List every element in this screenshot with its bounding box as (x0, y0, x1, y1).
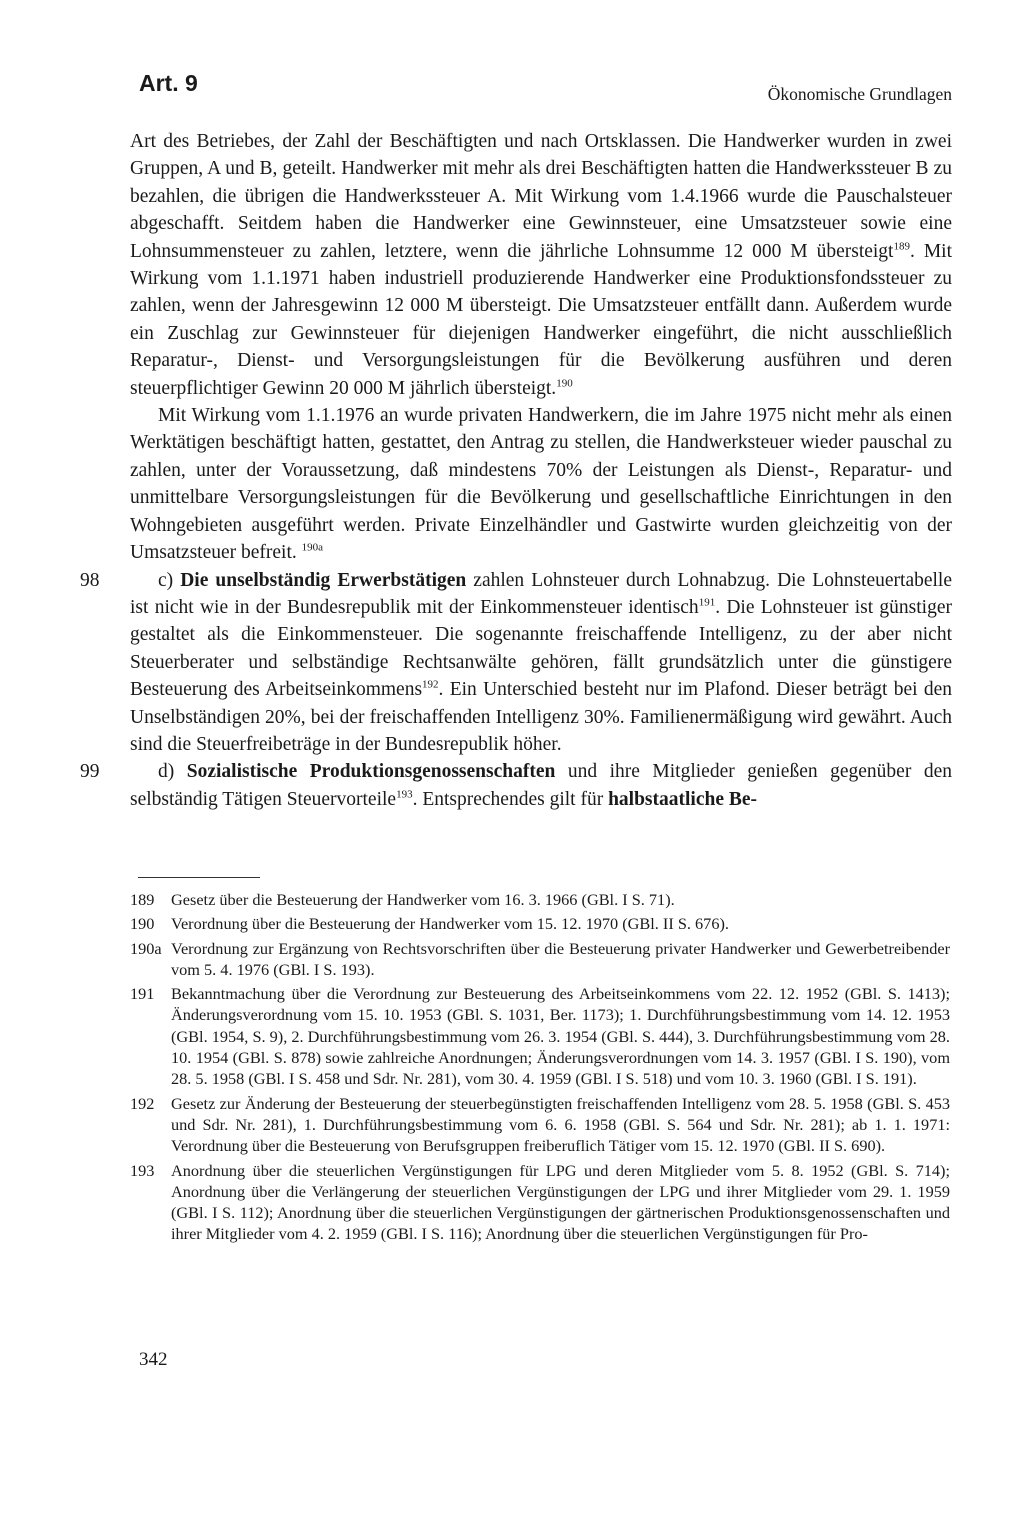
footnote-ref: 191 (698, 596, 716, 609)
bold-term: Die unselbständig Erwerbstätigen (180, 569, 467, 591)
main-text (80, 128, 953, 813)
footnote-190 (130, 913, 950, 934)
footnote-ref: 189 (893, 240, 910, 253)
footnote-number: 189 (130, 890, 155, 909)
paragraph-text: und ihre Mitglieder genießen gegenüber den selbständig Tätigen Steuervorteile (130, 761, 952, 810)
footnote-number: 191 (130, 984, 155, 1004)
paragraph-text: . Entsprechendes gilt für (412, 788, 609, 810)
paragraph-text: Art des Betriebes, der Zahl der Beschäftigten und nach Ortsklassen. Die Handwerker wurden in zwei Gruppen, A und B, geteilt. Handwerker mit mehr als drei Beschäftigten hatten die Handwerkssteuer B zu bezahlen, die übrigen die Handwerkssteuer A. Mit Wirkung vom 1.4.1966 wurde die Pauschalsteuer abgeschafft. Seitdem haben die Handwerker eine Gewinnsteuer, eine Umsatzsteuer sowie eine Lohnsummensteuer zu zahlen, letztere, wenn die jährliche Lohnsumme 12 000 M übersteigt (130, 131, 952, 262)
footnote-ref: 193 (396, 788, 413, 801)
footnote-ref: 190 (556, 377, 573, 390)
footnote-191 (130, 983, 950, 1089)
paragraph-text: . Mit Wirkung vom 1.1.1971 haben industriell produzierende Handwerker eine Produktionsfondssteuer zu zahlen, wenn der Jahresgewinn 12 000 M übersteigt. Die Umsatzsteuer entfällt dann. Außerdem wurde ein Zuschlag zur Gewinnsteuer für diejenigen Handwerker eingeführt, die nicht ausschließlich Reparatur-, Dienst- und Versorgungsleistungen für die Bevölkerung ausführen und deren steuerpflichtiger Gewinn 20 000 M jährlich übersteigt. (130, 240, 952, 399)
footnote-text: Verordnung über die Besteuerung der Handwerker vom 15. 12. 1970 (GBl. II S. 676). (171, 914, 729, 934)
footnote-text: Gesetz über die Besteuerung der Handwerker vom 16. 3. 1966 (GBl. I S. 71). (171, 890, 675, 909)
footnote-text: Anordnung über die steuerlichen Vergünstigungen für LPG und deren Mitglieder vom 5. 8. 1952 (GBl. S. 714); Anordnung über die Verlängerung der steuerlichen Vergünstigungen der LPG und ihrer Mitglieder vom 29. 1. 1959 (GBl. I S. 112); Anordnung über die steuerlichen Vergünstigungen der gärtnerischen Produktionsgenossenschaften und ihrer Mitglieder vom 4. 2. 1959 (GBl. I S. 116); Anordnung über die steuerlichen Vergünstigungen für Pro- (171, 1160, 950, 1244)
bold-term: halbstaatliche Be- (608, 788, 758, 810)
footnote-text: Bekanntmachung über die Verordnung zur Besteuerung des Arbeitseinkommens vom 22. 12. 1952 (GBl. S. 1413); Änderungsverordnung vom 15. 10. 1953 (GBl. S. 1031, Ber. 1173); 1. Durchführungsbestimmung vom 14. 12. 1953 (GBl. 1954, S. 9), 2. Durchführungsbestimmung vom 26. 3. 1954 (GBl. S. 444), 3. Durchführungsbestimmung vom 28. 10. 1954 (GBl. S. 878) sowie zahlreiche Anordnungen; Änderungsverordnungen vom 14. 3. 1957 (GBl. I S. 190), vom 28. 5. 1958 (GBl. I S. 458 und Sdr. Nr. 281), vom 30. 4. 1959 (GBl. I S. 518) und vom 10. 3. 1960 (GBl. I S. 191). (171, 984, 950, 1089)
article-heading: Art. 9 (139, 70, 198, 96)
paragraph-2 (130, 402, 952, 566)
footnote-number: 192 (130, 1093, 155, 1113)
paragraph-99 (80, 758, 952, 813)
footnote-ref: 192 (422, 678, 439, 691)
page-number: 342 (139, 1349, 168, 1370)
running-head: Ökonomische Grundlagen (767, 84, 952, 104)
footnote-193 (130, 1160, 950, 1245)
footnote-189 (130, 889, 950, 910)
footnote-text: Gesetz zur Änderung der Besteuerung der steuerbegünstigten freischaffenden Intelligenz vom 28. 5. 1958 (GBl. S. 453 und Sdr. Nr. 281), 1. Durchführungsbestimmung vom 6. 6. 1958 (GBl. S. 564 und Sdr. Nr. 281); ab 1. 1. 1971: Verordnung über die Besteuerung von Berufsgruppen freiberuflich Tätiger vom 15. 12. 1970 (GBl. II S. 690). (171, 1093, 950, 1156)
footnote-separator (138, 877, 260, 878)
footnote-number: 190a (130, 938, 162, 958)
item-prefix: d) (158, 761, 187, 783)
footnote-number: 190 (130, 914, 155, 934)
paragraph-98 (80, 567, 953, 759)
footnote-ref: 190a (301, 541, 324, 554)
footnotes (130, 889, 950, 1248)
footnote-192 (130, 1093, 950, 1157)
paragraph-text: . Die Lohnsteuer ist günstiger gestaltet als die Einkommensteuer. Die sogenannte freischaffende Intelligenz, zu der aber nicht Steuerberater und selbständige Rechtsanwälte gehören, fällt grundsätzlich unter die günstigere Besteuerung des Arbeitseinkommens (130, 596, 952, 701)
paragraph-text: . Ein Unterschied besteht nur im Plafond. Dieser beträgt bei den Unselbständigen 20%, bei der freischaffenden Intelligenz 30%. Familienermäßigung wird gewährt. Auch sind die Steuerfreibeträge in der Bundesrepublik höher. (130, 679, 953, 755)
footnote-number: 193 (130, 1160, 155, 1180)
paragraph-text: zahlen Lohnsteuer durch Lohnabzug. Die Lohnsteuertabelle ist nicht wie in der Bundesrepublik mit der Einkommensteuer identisch (130, 569, 952, 618)
paragraph-text: Mit Wirkung vom 1.1.1976 an wurde privaten Handwerkern, die im Jahre 1975 nicht mehr als einen Werktätigen beschäftigt hatten, gestattet, den Antrag zu stellen, die Handwerksteuer wieder pauschal zu zahlen, unter der Voraussetzung, daß mindestens 70% der Leistungen als Dienst-, Reparatur- und unmittelbare Versorgungsleistungen für die Bevölkerung und gesellschaftliche Einrichtungen in den Wohngebieten ausgeführt werden. Private Einzelhändler und Gastwirte wurden gleichzeitig von der Umsatzsteuer befreit. (130, 405, 952, 564)
paragraph-1 (130, 128, 952, 402)
item-prefix: c) (158, 569, 181, 591)
footnote-text: Verordnung zur Ergänzung von Rechtsvorschriften über die Besteuerung privater Handwerker und Gewerbetreibender vom 5. 4. 1976 (GBl. I S. 193). (171, 938, 950, 979)
margin-number: 99 (80, 761, 100, 783)
footnote-190a (130, 938, 950, 981)
bold-term: Sozialistische Produktionsgenossenschaften (186, 761, 556, 783)
margin-number: 98 (80, 569, 100, 591)
